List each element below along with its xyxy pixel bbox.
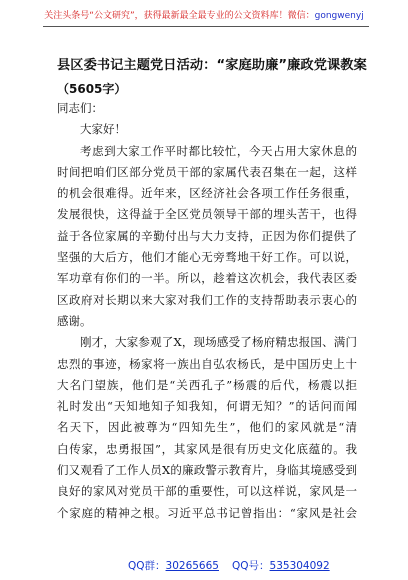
wechat-label: 微信： (287, 11, 315, 21)
body-line: 坚强的大后方，他们才能心无旁骛地干好工作。可以说， (57, 250, 357, 265)
body-line: 个家庭的精神之根。习近平总书记曾指出：“家风是社会 (57, 505, 357, 520)
qq-group-label: QQ群： (128, 560, 166, 572)
body-line: 感谢。 (57, 313, 92, 328)
header-banner (0, 8, 408, 21)
qq-number[interactable]: 535304092 (269, 560, 330, 572)
qq-group-number[interactable]: 30265665 (165, 560, 219, 572)
body-line: 大家好！ (80, 122, 126, 137)
qq-label: QQ号： (232, 560, 270, 572)
document-title: 县区委书记主题党日活动：“家庭助廉”廉政党课教案 (57, 58, 367, 73)
wechat-id[interactable]: gongwenyj (314, 11, 364, 21)
body-line: 益于各位家属的辛勤付出与大力支持，正因为你们提供了 (57, 228, 357, 243)
body-line: 名天下，因此被尊为“四知先生”，他们的家风就是“清 (57, 420, 357, 435)
body-line: 刚才，大家参观了X，现场感受了杨府精忠报国、满门 (80, 335, 357, 350)
header-divider (43, 26, 369, 27)
body-line: 忠烈的事迹，杨家将一族出自弘农杨氏，是中国历史上十 (57, 356, 357, 371)
body-line: 们又观看了工作人员X的廉政警示教育片，身临其境感受到 (57, 463, 357, 478)
body-line: 发展很快，这得益于全区党员领导干部的埋头苦干，也得 (57, 207, 357, 222)
body-line: 的机会很难得。近年来，区经济社会各项工作任务很重， (57, 186, 357, 201)
promo-text: 关注头条号“公文研究”，获得最新最全最专业的公文资料库！ (44, 11, 288, 21)
body-line: 考虑到大家工作平时都比较忙，今天占用大家休息的 (80, 143, 357, 158)
body-line: 同志们： (57, 101, 103, 115)
body-line: 礼时发出“天知地知子知我知，何谓无知？”的话问而闻 (57, 399, 357, 414)
qq-number-info (232, 558, 330, 573)
qq-group-info (128, 558, 219, 573)
document-body (57, 98, 357, 524)
body-line: 白传家，忠勇报国”，其家风是很有历史文化底蕴的。我 (57, 441, 357, 456)
body-line: 区政府对长期以来大家对我们工作的支持帮助表示衷心的 (57, 292, 357, 307)
body-line: 军功章有你们的一半。所以，趁着这次机会，我代表区委 (57, 271, 357, 286)
word-count: （5605字） (57, 82, 127, 96)
body-line: 时间把咱们区部分党员干部的家属代表召集在一起，这样 (57, 164, 357, 179)
body-line: 良好的家风对党员干部的重要性，可以这样说，家风是一 (57, 484, 357, 499)
body-line: 大名门望族，他们是“关西孔子”杨震的后代，杨震以拒 (57, 377, 357, 392)
